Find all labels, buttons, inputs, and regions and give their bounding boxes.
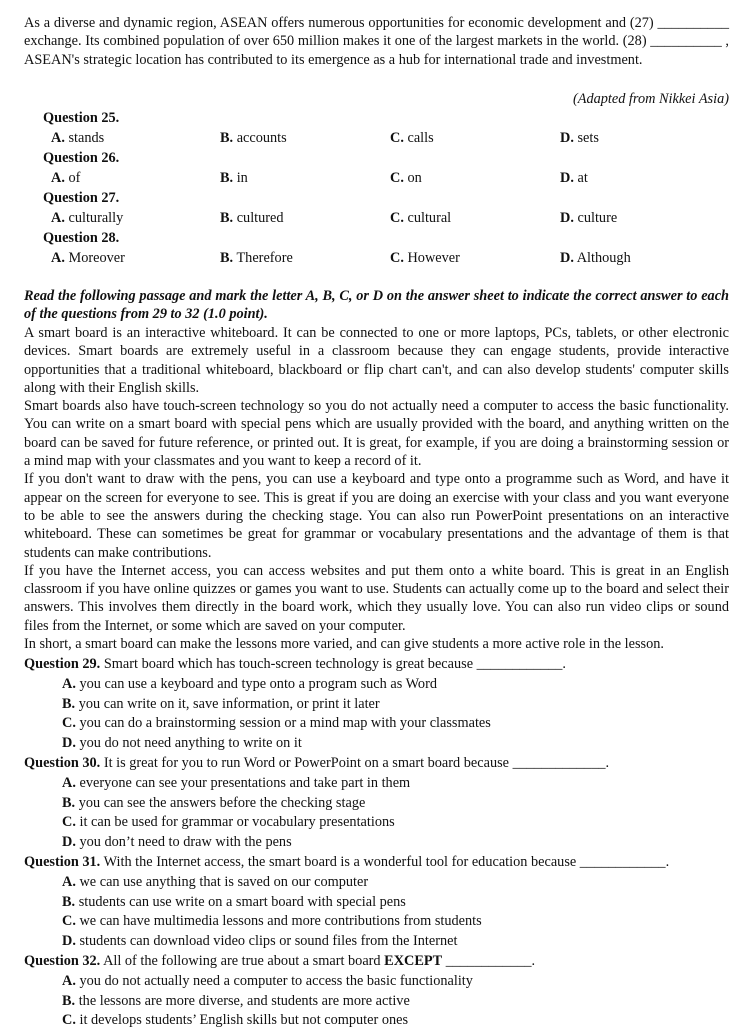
question-label: Question 25. bbox=[43, 110, 120, 126]
option-d[interactable]: D. you do not need anything to write on it bbox=[62, 735, 302, 752]
question-options bbox=[24, 248, 729, 268]
option-b[interactable]: B. the lessons are more diverse, and students are more active bbox=[62, 992, 410, 1009]
option-a[interactable]: A. Moreover bbox=[51, 250, 125, 266]
option-b[interactable]: B. you can write on it, save information, or print it later bbox=[62, 695, 380, 712]
option-d[interactable]: D. at bbox=[560, 170, 588, 186]
option-c[interactable]: C. cultural bbox=[390, 210, 452, 226]
question-label: Question 28. bbox=[43, 230, 120, 246]
option-d[interactable]: D. you don’t need to draw with the pens bbox=[62, 834, 292, 851]
option-a[interactable]: A. you do not actually need a computer to access the basic functionality bbox=[62, 972, 473, 989]
question-stem: Question 30. It is great for you to run Word or PowerPoint on a smart board because _____________. bbox=[24, 754, 610, 771]
option-d[interactable]: D. students can download video clips or sound files from the Internet bbox=[62, 933, 458, 950]
option-c[interactable]: C. calls bbox=[390, 130, 434, 146]
passage-paragraph: If you don't want to draw with the pens, you can use a keyboard and type onto a programme such as Word, and have it appear on the screen for everyone to see. This is great if you are doing an exercise with your class and you want everyone to be able to see the answers during the checking stage. You can also run PowerPoint presentations on an interactive whiteboard. These can sometimes be great for grammar or vocabulary presentations and the advantage of them is that students can make contributions. bbox=[24, 471, 729, 561]
cloze-questions bbox=[24, 108, 729, 268]
question-stem: Question 31. With the Internet access, the smart board is a wonderful tool for education because ____________. bbox=[24, 853, 670, 870]
option-a[interactable]: A. of bbox=[51, 170, 81, 186]
question-options bbox=[24, 208, 729, 228]
intro-paragraph: As a diverse and dynamic region, ASEAN offers numerous opportunities for economic development and (27) __________ exchange. Its combined population of over 650 million makes it one of the largest markets in the world. (28) __________ , ASEAN's strategic location has contributed to its emergence as a hub for international trade and investment. bbox=[24, 15, 729, 68]
question-stem: Question 29. Smart board which has touch-screen technology is great because ____________. bbox=[24, 656, 566, 672]
option-b[interactable]: B. you can see the answers before the checking stage bbox=[62, 794, 366, 811]
option-b[interactable]: B. in bbox=[220, 170, 248, 186]
option-c[interactable]: C. it can be used for grammar or vocabulary presentations bbox=[62, 814, 395, 831]
reading-questions bbox=[24, 655, 744, 1031]
option-c[interactable]: C. we can have multimedia lessons and more contributions from students bbox=[62, 913, 482, 930]
section-instruction: Read the following passage and mark the letter A, B, C, or D on the answer sheet to indicate the correct answer to each of the questions from 29 to 32 (1.0 point). bbox=[24, 288, 729, 323]
option-a[interactable]: A. culturally bbox=[51, 210, 124, 226]
question-label: Question 26. bbox=[43, 150, 120, 166]
option-d[interactable]: D. sets bbox=[560, 130, 599, 146]
question-stem: Question 32. All of the following are true about a smart board EXCEPT ____________. bbox=[24, 952, 536, 969]
option-d[interactable]: D. culture bbox=[560, 210, 618, 226]
passage-paragraph: Smart boards also have touch-screen technology so you do not actually need a computer to access the basic functionality. You can write on a smart board with special pens which are usually provided with the board, and anything written on the board can be saved for future reference, or printed out. It is great, for example, if you are doing a brainstorming session or a mind map with your classmates and you want to keep a record of it. bbox=[24, 398, 729, 470]
passage-paragraph: A smart board is an interactive whiteboard. It can be connected to one or more laptops, PCs, tablets, or other electronic devices. Smart boards are extremely useful in a classroom because they can engage students, provide interactive opportunities that a traditional whiteboard, blackboard or flip chart can't, and can also develop students' computer skills along with their English skills. bbox=[24, 325, 729, 396]
option-a[interactable]: A. stands bbox=[51, 130, 105, 146]
reading-passage bbox=[24, 324, 729, 653]
option-c[interactable]: C. However bbox=[390, 250, 460, 266]
passage-paragraph: If you have the Internet access, you can access websites and put them onto a white board. This is great in an English classroom if you have online quizzes or games you want to use. Students can actually come up to the board and select their answers. This involves them directly in the board work, which they usually love. You can also run video clips or sound files from the Internet, or some which are saved on your computer. bbox=[24, 562, 729, 634]
source-citation: (Adapted from Nikkei Asia) bbox=[572, 91, 729, 107]
question-options bbox=[24, 128, 729, 148]
option-c[interactable]: C. it develops students’ English skills but not computer ones bbox=[62, 1012, 409, 1029]
option-b[interactable]: B. students can use write on a smart board with special pens bbox=[62, 893, 406, 910]
option-b[interactable]: B. cultured bbox=[220, 210, 284, 226]
question-options bbox=[24, 168, 729, 188]
option-c[interactable]: C. you can do a brainstorming session or a mind map with your classmates bbox=[62, 715, 491, 732]
option-b[interactable]: B. Therefore bbox=[220, 250, 293, 266]
option-c[interactable]: C. on bbox=[390, 170, 422, 186]
option-d[interactable]: D. Although bbox=[560, 250, 631, 266]
option-b[interactable]: B. accounts bbox=[220, 130, 287, 146]
question-label: Question 27. bbox=[43, 190, 120, 206]
option-a[interactable]: A. we can use anything that is saved on our computer bbox=[62, 873, 369, 890]
passage-paragraph: In short, a smart board can make the lessons more varied, and can give students a more active role in the lesson. bbox=[24, 636, 664, 653]
option-a[interactable]: A. you can use a keyboard and type onto a program such as Word bbox=[62, 675, 437, 692]
option-a[interactable]: A. everyone can see your presentations and take part in them bbox=[62, 774, 411, 791]
